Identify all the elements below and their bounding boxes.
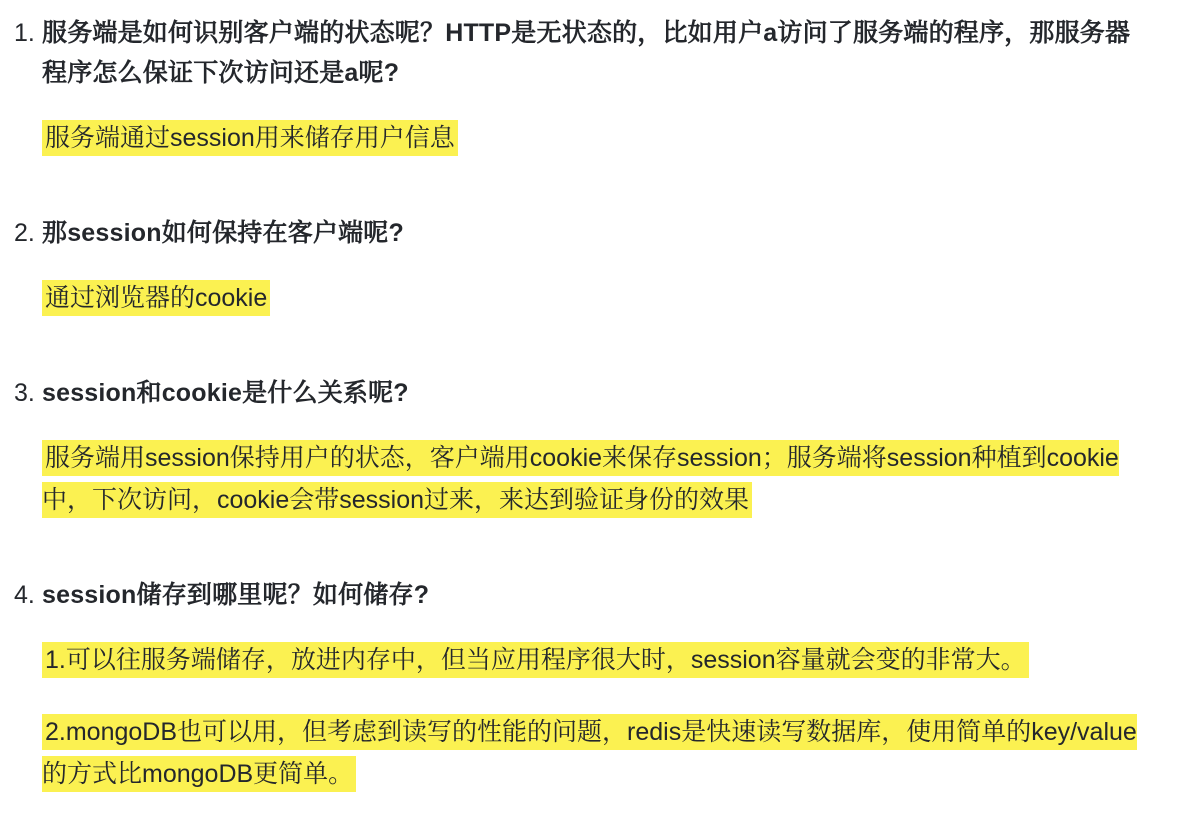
- question-row: [14, 575, 1150, 615]
- question-row: [14, 13, 1150, 93]
- question-text: session和cookie是什么关系呢?: [42, 379, 409, 407]
- answer-paragraph: [42, 277, 1150, 319]
- question-row: [14, 213, 1150, 253]
- answer-paragraph: [42, 639, 1150, 681]
- highlighted-answer: 通过浏览器的cookie: [42, 280, 270, 316]
- answer-paragraph: [42, 117, 1150, 159]
- question-row: [14, 373, 1150, 413]
- question-text: 服务端是如何识别客户端的状态呢？HTTP是无状态的，比如用户a访问了服务端的程序，那服务器程序怎么保证下次访问还是a呢?: [42, 19, 1131, 87]
- question-text: session储存到哪里呢？如何储存?: [42, 581, 430, 609]
- answer-paragraph: [42, 711, 1150, 795]
- highlighted-answer: 1.可以往服务端储存，放进内存中，但当应用程序很大时，session容量就会变的非常大。: [42, 642, 1029, 678]
- highlighted-answer: 服务端通过session用来储存用户信息: [42, 120, 458, 156]
- question-number: 4.: [14, 581, 35, 609]
- question-number: 2.: [14, 219, 35, 247]
- highlighted-answer: 2.mongoDB也可以用，但考虑到读写的性能的问题，redis是快速读写数据库，使用简单的key/value的方式比mongoDB更简单。: [42, 714, 1137, 792]
- qa-item-4: [14, 575, 1150, 795]
- qa-item-2: [14, 213, 1150, 319]
- question-text: 那session如何保持在客户端呢?: [42, 219, 404, 247]
- question-number: 3.: [14, 379, 35, 407]
- qa-item-3: [14, 373, 1150, 521]
- highlighted-answer: 服务端用session保持用户的状态，客户端用cookie来保存session；服务端将session种植到cookie中，下次访问，cookie会带session过来，来达到验证身份的效果: [42, 440, 1119, 518]
- question-number: 1.: [14, 19, 35, 47]
- qa-item-1: [14, 13, 1150, 159]
- answer-paragraph: [42, 437, 1150, 521]
